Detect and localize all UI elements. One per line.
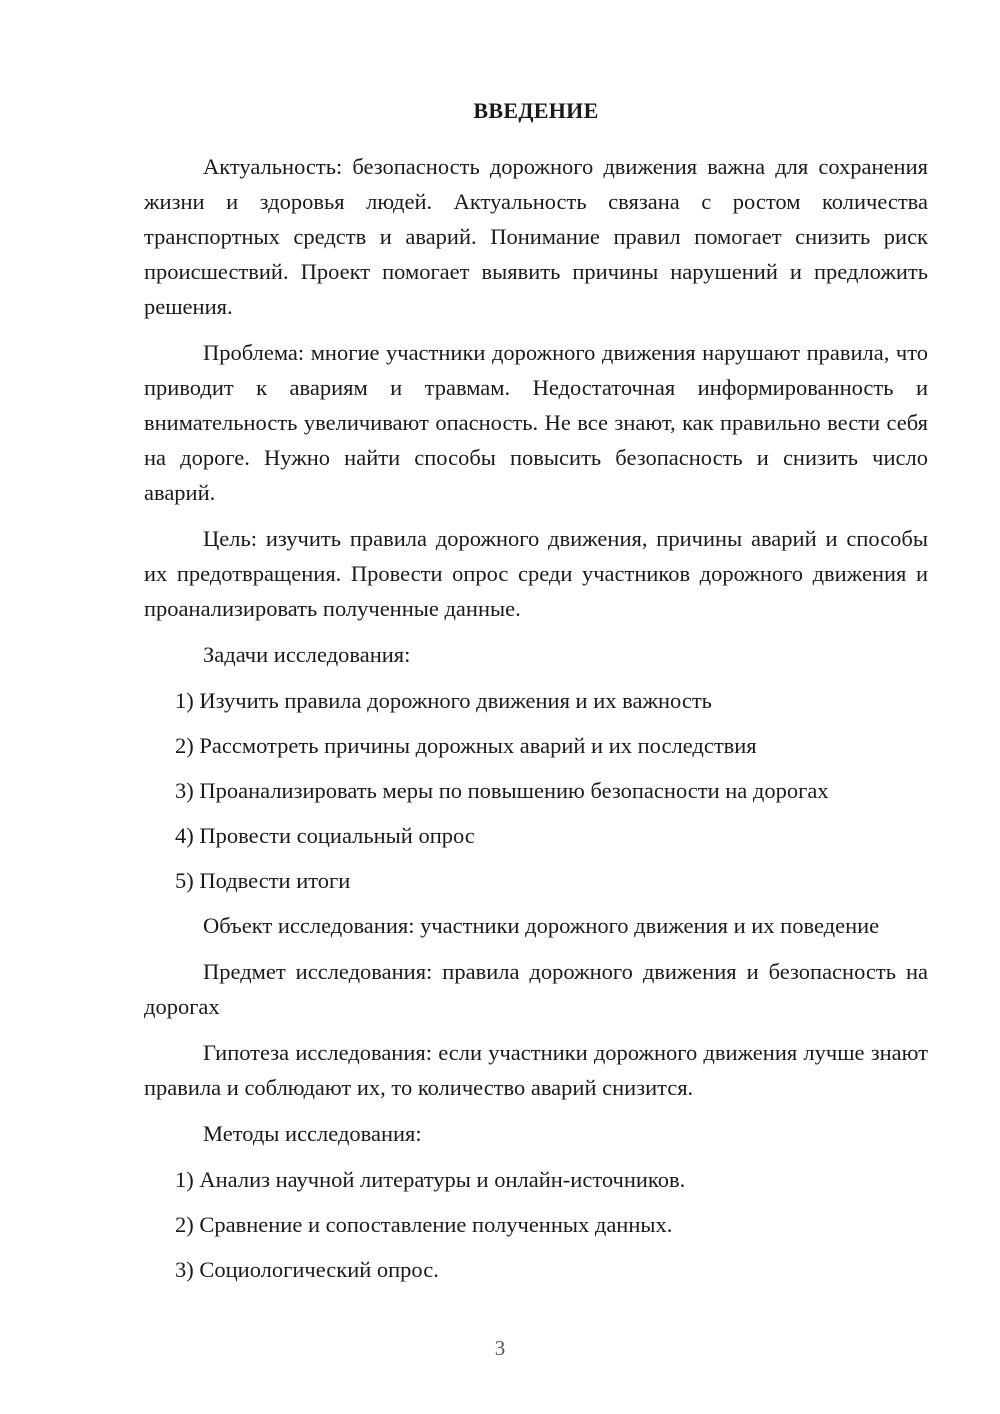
tasks-list bbox=[144, 683, 928, 898]
object-paragraph: Объект исследования: участники дорожного движения и их поведение bbox=[203, 913, 880, 938]
goal-paragraph: Цель: изучить правила дорожного движения, причины аварий и способы их предотвращения. Провести опрос среди участников дорожного движения и проанализировать полученные данные. bbox=[144, 526, 928, 621]
hypothesis-paragraph: Гипотеза исследования: если участники дорожного движения лучше знают правила и соблюдают их, то количество аварий снизится. bbox=[144, 1040, 928, 1100]
list-item: 2) Сравнение и сопоставление полученных данных. bbox=[175, 1212, 673, 1237]
methods-list bbox=[144, 1162, 928, 1287]
list-item: 3) Проанализировать меры по повышению безопасности на дорогах bbox=[175, 778, 829, 803]
list-item: 2) Рассмотреть причины дорожных аварий и их последствия bbox=[175, 733, 757, 758]
page-content bbox=[144, 96, 928, 1297]
problem-paragraph: Проблема: многие участники дорожного движения нарушают правила, что приводит к авариям и травмам. Недостаточная информированность и внимательность увеличивают опасность. Не все знают, как правильно вести себя на дороге. Нужно найти способы повысить безопасность и снизить число аварий. bbox=[144, 340, 928, 505]
tasks-heading: Задачи исследования: bbox=[203, 642, 411, 667]
list-item: 5) Подвести итоги bbox=[175, 868, 351, 893]
subject-paragraph: Предмет исследования: правила дорожного движения и безопасность на дорогах bbox=[144, 959, 928, 1019]
list-item: 4) Провести социальный опрос bbox=[175, 823, 475, 848]
page-title: ВВЕДЕНИЕ bbox=[473, 98, 599, 123]
list-item: 1) Анализ научной литературы и онлайн-источников. bbox=[175, 1167, 686, 1192]
page-number: 3 bbox=[494, 1336, 506, 1360]
list-item: 1) Изучить правила дорожного движения и их важность bbox=[175, 688, 712, 713]
relevance-paragraph: Актуальность: безопасность дорожного движения важна для сохранения жизни и здоровья людей. Актуальность связана с ростом количества транспортных средств и аварий. Понимание правил помогает снизить риск происшествий. Проект помогает выявить причины нарушений и предложить решения. bbox=[144, 154, 928, 319]
methods-heading: Методы исследования: bbox=[203, 1121, 422, 1146]
list-item: 3) Социологический опрос. bbox=[175, 1257, 439, 1282]
